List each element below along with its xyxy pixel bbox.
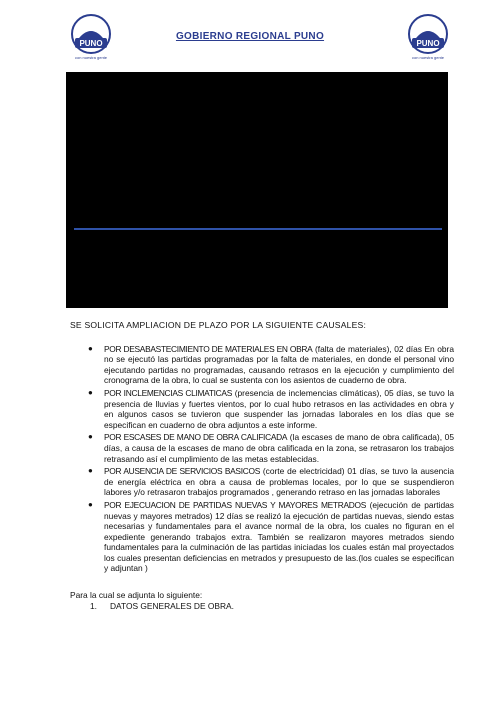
page-title: GOBIERNO REGIONAL PUNO <box>175 31 325 42</box>
bullet-icon: ● <box>88 343 93 353</box>
list-item <box>70 344 454 386</box>
bullet-icon: ● <box>88 387 93 397</box>
cause-heading: POR INCLEMENCIAS CLIMATICAS <box>104 387 232 398</box>
puno-logo-icon <box>403 12 453 62</box>
cause-heading: POR ESCASES DE MANO DE OBRA CALIFICADA <box>104 432 288 443</box>
document-body <box>70 316 454 611</box>
redacted-block <box>66 72 448 308</box>
causes-list <box>70 344 454 574</box>
item-text: DATOS GENERALES DE OBRA. <box>110 600 234 611</box>
bullet-icon: ● <box>88 466 93 476</box>
svg-text:PUNO: PUNO <box>416 39 440 48</box>
bullet-icon: ● <box>88 499 93 509</box>
svg-text:con nuestra gente: con nuestra gente <box>411 55 445 60</box>
cause-text: (presencia de inclemencias climáticas), 05 días, se tuvo la presencia de lluvias y fuertes vientos, por lo cual hubo retrasos en las actividades en obra y en algunos casos se tuvieron que suspender las jornadas laborales en los días que se especifican en cuaderno de obra adjuntos a este informe. <box>104 387 454 430</box>
cause-heading: POR AUSENCIA DE SERVICIOS BASICOS <box>104 466 260 477</box>
list-item <box>70 466 454 498</box>
horizontal-divider <box>74 228 442 230</box>
cause-heading: POR EJECUACION DE PARTIDAS NUEVAS Y MAYORES METRADOS <box>104 499 367 510</box>
list-item <box>70 500 454 574</box>
regional-logo-right <box>403 12 453 62</box>
cause-text: (ejecución de partidas nuevas y mayores metrados) 12 días se realizó la ejecución de partidas nuevas, siendo estas necesarias y fundamentales para el avance normal de la obra, los cuales no figuran en el expediente generando trabajos extra. También se realizaron mayores metrados siendo fundamentales para la culminación de las partidas iniciadas los cuales están mal proyectados los cuales presentan deficiencias en metrados y presupuesto de las.(los cuales se especifican y adjuntan ) <box>104 499 454 574</box>
numbered-item <box>70 601 454 612</box>
svg-text:PUNO: PUNO <box>79 39 103 48</box>
cause-text: (corte de electricidad) 01 días, se tuvo la ausencia de energía eléctrica en obra a causa de problemas locales, por lo que se suspendieron labores y/o retrasaron trabajos programados , generando retraso en las jornadas laborales <box>104 466 454 498</box>
attachment-intro: Para la cual se adjunta lo siguiente: <box>70 590 203 601</box>
item-number: 1. <box>90 600 97 611</box>
page-header <box>0 0 500 70</box>
bullet-icon: ● <box>88 432 93 442</box>
section-title: SE SOLICITA AMPLIACION DE PLAZO POR LA SIGUIENTE CAUSALES: <box>70 320 367 330</box>
cause-text: (la escases de mano de obra calificada), 05 días, a causa de la escases de mano de obra calificada en la zona, se retrasaron los trabajos retrasando así el cumplimiento de las metas establecidas. <box>104 432 454 464</box>
svg-text:con nuestra gente: con nuestra gente <box>74 55 108 60</box>
cause-text: (falta de materiales), 02 días En obra no se ejecutó las partidas programadas por la falta de materiales, en donde el personal vino ejecutando partidas no programadas, causando retrasos en la ejecución y cumplimiento del cronograma de la obra, lo cual se sustenta con los asientos de cuaderno de obra. <box>104 343 454 386</box>
list-item <box>70 388 454 430</box>
list-item <box>70 432 454 464</box>
cause-heading: POR DESABASTECIMIENTO DE MATERIALES EN OBRA <box>104 343 313 354</box>
